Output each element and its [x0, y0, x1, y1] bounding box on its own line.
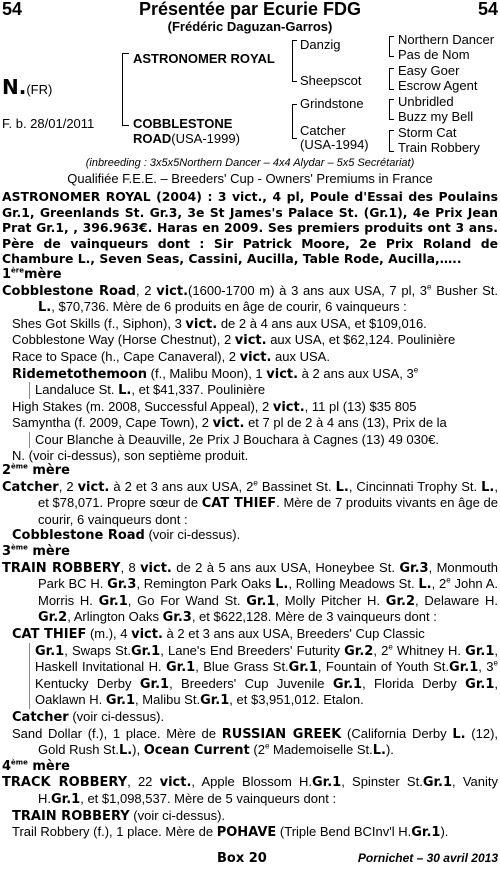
horse-name-text: N. [2, 75, 27, 99]
produce-row: Samyntha (f. 2009, Cape Town), 2 vict. et 7 pl de 2 à 4 ans (13), Prix de la [12, 415, 447, 432]
produce-row: Shes Got Skills (f., Siphon), 3 vict. de 2 à 4 ans aux USA, et $109,016. [12, 315, 427, 332]
page-title: Présentée par Ecurie FDG [138, 0, 362, 19]
lot-number-right: 54 [477, 0, 498, 19]
pedigree-sdd: Escrow Agent [398, 78, 478, 93]
horse-name [2, 75, 53, 99]
produce-row: CAT THIEF (m.), 4 vict. à 2 et 3 ans aux USA, Breeders' Cup Classic [12, 626, 425, 643]
pedigree-dss: Unbridled [398, 94, 454, 109]
section-fourth-dam: 4ème mère [2, 758, 70, 774]
pedigree-sss: Northern Dancer [398, 32, 495, 47]
produce-row: Sand Dollar (f.), 1 place. Mère de RUSSIAN GREEK (California Derby L. (12), Gold Rush St.L.), Ocean Current (2e Mademoiselle St.L.). [12, 725, 499, 759]
produce-continuation: Cour Blanche à Deauville, 2e Prix J Bouchara à Cagnes (13) 49 030€. [29, 432, 498, 448]
pedigree-notes [2, 189, 498, 841]
dam-paragraph: Cobblestone Road, 2 vict.(1600-1700 m) à 3 ans aux USA, 7 pl, 3e Busher St. L., $70,736. Mère de 6 produits en âge de courir, 6 vainqueurs : [2, 282, 499, 316]
produce-row: Race to Space (h., Cape Canaveral), 2 vict. aux USA. [12, 348, 330, 365]
produce-row: Cobblestone Way (Horse Chestnut), 2 vict. aux USA, et $62,124. Poulinière [12, 332, 456, 349]
pedigree-sire-dam: Sheepscot [300, 73, 362, 88]
produce-row: High Stakes (m. 2008, Successful Appeal), 2 vict., 11 pl (13) $35 805 [12, 398, 417, 415]
produce-continuation: Gr.1, Swaps St.Gr.1, Lane's End Breeders' Futurity Gr.2, 2e Whitney H. Gr.1, Haskell Invitational H. Gr.1, Blue Grass St.Gr.1, Fountain of Youth St.Gr.1, 3e Kentucky Derby Gr.1, Breeders' Cup Juvenile Gr.1, Florida Derby Gr.1, Oaklawn H. Gr.1, Malibu St.Gr.1, et $3,951,012. Etalon. [29, 643, 498, 709]
pedigree-ddd: Train Robbery [398, 140, 480, 155]
pedigree-dam-dam-origin: (USA-1994) [300, 137, 369, 152]
inbreeding-note: (inbreeding : 3x5x5Northern Dancer – 4x4 Alydar – 5x5 Secrétariat) [85, 157, 415, 169]
produce-row: TRAIN ROBBERY (voir ci-dessus). [12, 807, 226, 824]
consignor-subtitle: (Frédéric Daguzan-Garros) [167, 19, 333, 34]
sire-paragraph: ASTRONOMER ROYAL (2004) : 3 vict., 4 pl, Poule d'Essai des Poulains Gr.1, Greenlands St. Gr.3, 3e St James's Palace St. (Gr.1), 4e Prix Jean Prat Gr.1, , 396.963€. Haras en 2009. Ses premiers produits ont 3 ans. Père de vainqueurs dont : Sir Patrick Moore, 2e Prix Roland de Chambure L., Seven Seas, Cassini, Aucilla, Table Rode, Aucilla,….. [2, 189, 498, 267]
horse-description: F. b. 28/01/2011 [2, 116, 95, 131]
pedigree-dam-dam: Catcher [300, 123, 346, 138]
horse-origin: (FR) [26, 82, 53, 97]
produce-continuation: Landaluce St. L., et $41,337. Poulinière [29, 382, 498, 399]
section-first-dam: 1èremère [2, 266, 62, 282]
qualification-line: Qualifiée F.E.E. – Breeders' Cup - Owners' Premiums in France [67, 171, 433, 186]
third-dam-paragraph: TRAIN ROBBERY, 8 vict. de 2 à 5 ans aux USA, Honeybee St. Gr.3, Monmouth Park BC H. Gr.3, Remington Park Oaks L., Rolling Meadows St. L., 2e John A. Morris H. Gr.1, Go For Wand St. Gr.1, Molly Pitcher H. Gr.2, Delaware H. Gr.2, Arlington Oaks Gr.3, et $622,128. Mère de 3 vainqueurs dont : [2, 559, 498, 626]
pedigree-dam: COBBLESTONE [133, 116, 233, 131]
pedigree-dam-sire: Grindstone [300, 96, 364, 111]
produce-row: N. (voir ci-dessus), son septième produit. [12, 447, 249, 463]
section-third-dam: 3ème mère [2, 543, 70, 560]
pedigree-sds: Easy Goer [398, 63, 460, 78]
produce-row: Catcher (voir ci-dessus). [12, 709, 165, 725]
produce-row: Ridemetothemoon (f., Malibu Moon), 1 vict. à 2 ans aux USA, 3e [12, 365, 419, 382]
produce-row: Trail Robbery (f.), 1 place. Mère de POHAVE (Triple Bend BCInv'l H.Gr.1). [12, 824, 449, 841]
second-dam-paragraph: Catcher, 2 vict. à 2 et 3 ans aux USA, 2e Bassinet St. L., Cincinnati Trophy St. L., et $78,071. Propre sœur de CAT THIEF. Mère de 7 produits vivants en âge de courir, 6 vainqueurs dont : [2, 478, 498, 527]
produce-row: Cobblestone Road (voir ci-dessus). [12, 527, 241, 544]
pedigree-dsd: Buzz my Bell [398, 109, 474, 124]
place-date: Pornichet – 30 avril 2013 [357, 851, 498, 865]
pedigree-ssd: Pas de Nom [398, 47, 470, 62]
box-number: Box 20 [217, 851, 267, 866]
pedigree-sire-sire: Danzig [300, 37, 341, 52]
fourth-dam-paragraph: TRACK ROBBERY, 22 vict., Apple Blossom H.Gr.1, Spinster St.Gr.1, Vanity H.Gr.1, et $1,098,537. Mère de 5 vainqueurs dont : [2, 774, 499, 807]
lot-number-left: 54 [2, 0, 23, 19]
pedigree-dds: Storm Cat [398, 125, 457, 140]
pedigree-dam-line2: ROAD(USA-1999) [133, 131, 240, 146]
pedigree-sire: ASTRONOMER ROYAL [133, 51, 275, 66]
section-second-dam: 2ème mère [2, 462, 70, 479]
